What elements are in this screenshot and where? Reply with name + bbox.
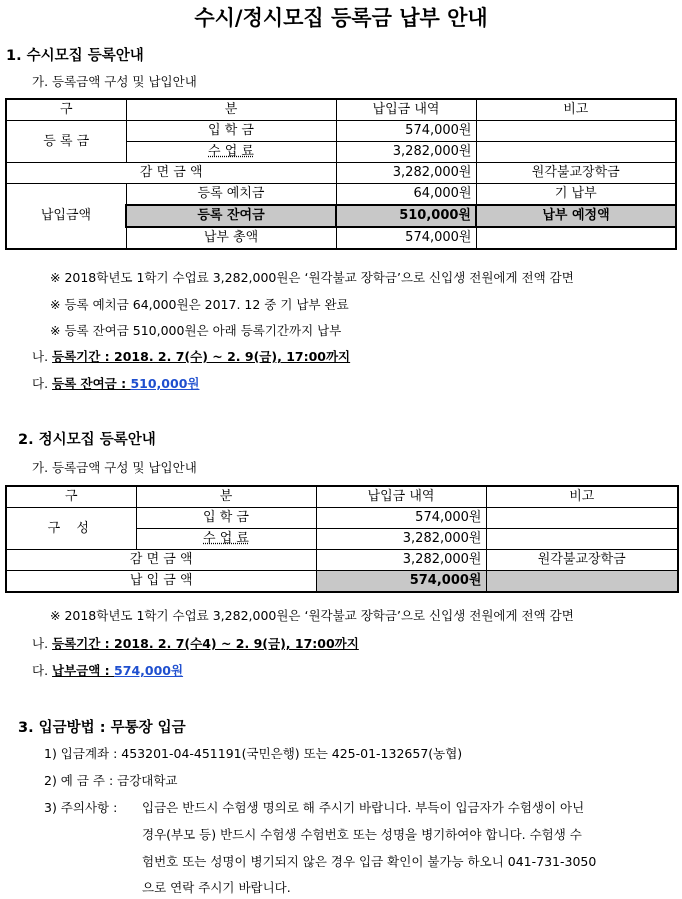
cell-admission-amount: 574,000원	[336, 121, 476, 142]
header-gu: 구	[6, 99, 126, 121]
section3-heading: 3. 입금방법 : 무통장 입금	[18, 720, 186, 736]
cell-tuition-amount: 3,282,000원	[336, 142, 476, 163]
page-title: 수시/정시모집 등록금 납부 안내	[194, 6, 488, 30]
section2-period	[32, 634, 359, 652]
cell-tuition: 수 업 료	[136, 529, 316, 550]
cell-reduction: 감 면 금 액	[6, 163, 336, 184]
cell-balance-amount: 510,000원	[336, 205, 476, 227]
section1-heading: 1. 수시모집 등록안내	[6, 48, 144, 64]
cell-balance: 등록 잔여금	[126, 205, 336, 227]
section2-heading: 2. 정시모집 등록안내	[18, 432, 156, 448]
cell-tuition-amount: 3,282,000원	[316, 529, 486, 550]
balance-label: 등록 잔여금 :	[52, 376, 131, 391]
section2-payment-line	[32, 661, 183, 679]
header-bun: 분	[136, 486, 316, 508]
period-text: 등록기간 : 2018. 2. 7(수4) ~ 2. 9(금), 17:00까지	[52, 636, 359, 651]
cell-payment: 납 입 금 액	[6, 571, 316, 593]
section2-note: ※ 2018학년도 1학기 수업료 3,282,000원은 ‘원각불교 장학금’으로 신입생 전원에게 전액 감면	[50, 608, 574, 623]
header-note: 비고	[486, 486, 678, 508]
section2-fee-table	[5, 485, 679, 593]
balance-value: 510,000원	[130, 376, 200, 391]
header-bun: 분	[126, 99, 336, 121]
cell-payment-amount: 574,000원	[316, 571, 486, 593]
balance-prefix: 다.	[32, 376, 53, 391]
row-label-registration: 등 록 금	[6, 121, 126, 163]
cell-admission-note	[486, 508, 678, 529]
cell-deposit: 등록 예치금	[126, 184, 336, 206]
cell-reduction-amount: 3,282,000원	[316, 550, 486, 571]
payment-label: 납부금액 :	[52, 663, 115, 678]
section1-fee-table	[5, 98, 677, 250]
section1-note-1: ※ 2018학년도 1학기 수업료 3,282,000원은 ‘원각불교 장학금’으로 신입생 전원에게 전액 감면	[50, 270, 574, 285]
section3-account: 1) 입금계좌 : 453201-04-451191(국민은행) 또는 425-01-132657(농협)	[44, 746, 463, 761]
section3-caution-label: 3) 주의사항 :	[44, 800, 118, 815]
cell-reduction-note: 원각불교장학금	[476, 163, 676, 184]
section1-period	[32, 347, 350, 365]
header-gu: 구	[6, 486, 136, 508]
cell-total-amount: 574,000원	[336, 227, 476, 249]
payment-value: 574,000원	[114, 663, 184, 678]
section1-balance-line	[32, 374, 199, 392]
section3-caution-line-2: 경우(부모 등) 반드시 수험생 수험번호 또는 성명을 병기하여야 합니다. 수험생 수	[142, 827, 582, 842]
period-prefix: 나.	[32, 349, 53, 364]
period-text: 등록기간 : 2018. 2. 7(수) ~ 2. 9(금), 17:00까지	[52, 349, 351, 364]
row-label-composition: 구 성	[6, 508, 136, 550]
section3-caution-line-3: 험번호 또는 성명이 병기되지 않은 경우 입금 확인이 불가능 하오니 041-731-3050	[142, 854, 597, 869]
section3-caution-line-1: 입금은 반드시 수험생 명의로 해 주시기 바랍니다. 부득이 입금자가 수험생이 아닌	[142, 800, 585, 815]
section3-caution-line-4: 으로 연락 주시기 바랍니다.	[142, 880, 291, 895]
header-note: 비고	[476, 99, 676, 121]
cell-tuition-note	[476, 142, 676, 163]
cell-reduction: 감 면 금 액	[6, 550, 316, 571]
cell-total: 납부 총액	[126, 227, 336, 249]
cell-deposit-amount: 64,000원	[336, 184, 476, 206]
header-amount: 납입금 내역	[316, 486, 486, 508]
cell-admission-amount: 574,000원	[316, 508, 486, 529]
section1-sub-a: 가. 등록금액 구성 및 납입안내	[32, 74, 197, 89]
section1-note-2: ※ 등록 예치금 64,000원은 2017. 12 중 기 납부 완료	[50, 297, 349, 312]
cell-reduction-note: 원각불교장학금	[486, 550, 678, 571]
cell-total-note	[476, 227, 676, 249]
section1-note-3: ※ 등록 잔여금 510,000원은 아래 등록기간까지 납부	[50, 323, 342, 338]
cell-admission-note	[476, 121, 676, 142]
cell-tuition: 수 업 료	[126, 142, 336, 163]
cell-admission: 입 학 금	[126, 121, 336, 142]
cell-balance-note: 납부 예정액	[476, 205, 676, 227]
cell-admission: 입 학 금	[136, 508, 316, 529]
cell-payment-note	[486, 571, 678, 593]
cell-tuition-note	[486, 529, 678, 550]
payment-prefix: 다.	[32, 663, 53, 678]
section2-sub-a: 가. 등록금액 구성 및 납입안내	[32, 460, 197, 475]
section3-holder: 2) 예 금 주 : 금강대학교	[44, 773, 178, 788]
row-label-payment: 납입금액	[6, 184, 126, 250]
cell-deposit-note: 기 납부	[476, 184, 676, 206]
period-prefix: 나.	[32, 636, 53, 651]
header-amount: 납입금 내역	[336, 99, 476, 121]
cell-reduction-amount: 3,282,000원	[336, 163, 476, 184]
